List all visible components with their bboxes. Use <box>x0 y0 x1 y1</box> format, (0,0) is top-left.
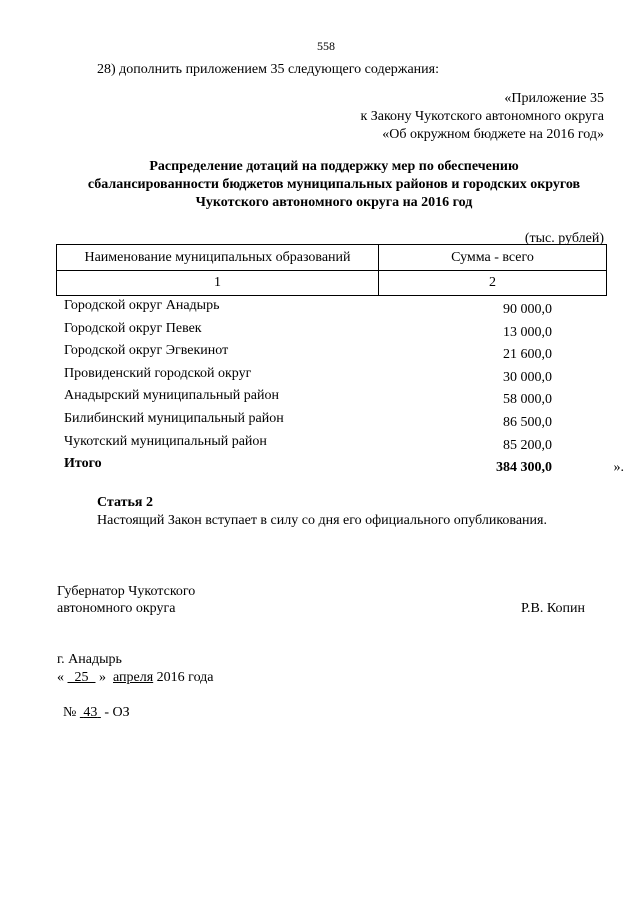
title-line: сбалансированности бюджетов муниципальных районов и городских округов <box>87 177 581 192</box>
appendix-line: «Приложение 35 <box>504 91 604 106</box>
intro-paragraph: 28) дополнить приложением 35 следующего содержания: <box>97 62 439 77</box>
total-value: 384 300,0 <box>496 460 552 476</box>
appendix-header <box>360 90 604 144</box>
appendix-line: «Об окружном бюджете на 2016 год» <box>382 127 604 142</box>
signer-position-line1: Губернатор Чукотского <box>57 584 196 599</box>
table-row <box>64 388 624 411</box>
title-line: Чукотского автономного округа на 2016 год <box>195 195 473 210</box>
signer-name: Р.В. Копин <box>521 601 585 616</box>
table-row <box>64 343 624 366</box>
article-text: Настоящий Закон вступает в силу со дня его официального опубликования. <box>97 513 547 528</box>
row-name: Чукотский муниципальный район <box>64 433 267 449</box>
law-number-prefix: № <box>63 705 77 720</box>
table-body <box>64 298 624 479</box>
law-number-value: 43 <box>83 705 98 720</box>
row-value: 30 000,0 <box>503 369 552 385</box>
date-day: 25 <box>74 670 89 685</box>
law-number-suffix: - ОЗ <box>104 705 130 720</box>
table-row <box>64 366 624 389</box>
row-name: Городской округ Певек <box>64 320 202 336</box>
column-header-sum: Сумма - всего <box>379 245 607 271</box>
column-header-name: Наименование муниципальных образований <box>57 245 379 271</box>
table-row <box>64 434 624 457</box>
date-month: апреля <box>113 670 154 685</box>
date-open-quote: « <box>57 670 64 685</box>
row-value: 85 200,0 <box>503 437 552 453</box>
place: г. Анадырь <box>57 652 122 667</box>
table-row <box>64 298 624 321</box>
row-value: 58 000,0 <box>503 392 552 408</box>
date-close-quote: » <box>99 670 106 685</box>
row-value: 13 000,0 <box>503 324 552 340</box>
row-value: 86 500,0 <box>503 414 552 430</box>
column-number: 2 <box>379 271 607 296</box>
table-header <box>56 244 607 296</box>
page-number: 558 <box>317 39 335 53</box>
table-row <box>64 411 624 434</box>
closing-quote: ». <box>613 460 624 476</box>
total-row <box>64 456 624 479</box>
row-value: 90 000,0 <box>503 302 552 317</box>
row-value: 21 600,0 <box>503 347 552 363</box>
row-name: Городской округ Анадырь <box>64 298 220 313</box>
row-name: Билибинский муниципальный район <box>64 410 284 426</box>
appendix-line: к Закону Чукотского автономного округа <box>360 109 604 124</box>
document-title <box>60 158 608 212</box>
date-year: 2016 года <box>156 670 214 685</box>
column-number: 1 <box>57 271 379 296</box>
units-label: (тыс. рублей) <box>524 231 604 246</box>
article-title: Статья 2 <box>97 495 153 510</box>
row-name: Провиденский городской округ <box>64 365 252 381</box>
total-label: Итого <box>64 456 102 472</box>
signer-position-line2: автономного округа <box>57 601 176 616</box>
law-number <box>63 705 130 721</box>
table-row <box>64 321 624 344</box>
signing-date <box>57 670 214 686</box>
title-line: Распределение дотаций на поддержку мер по обеспечению <box>149 159 519 174</box>
row-name: Анадырский муниципальный район <box>64 388 279 404</box>
row-name: Городской округ Эгвекинот <box>64 343 229 359</box>
